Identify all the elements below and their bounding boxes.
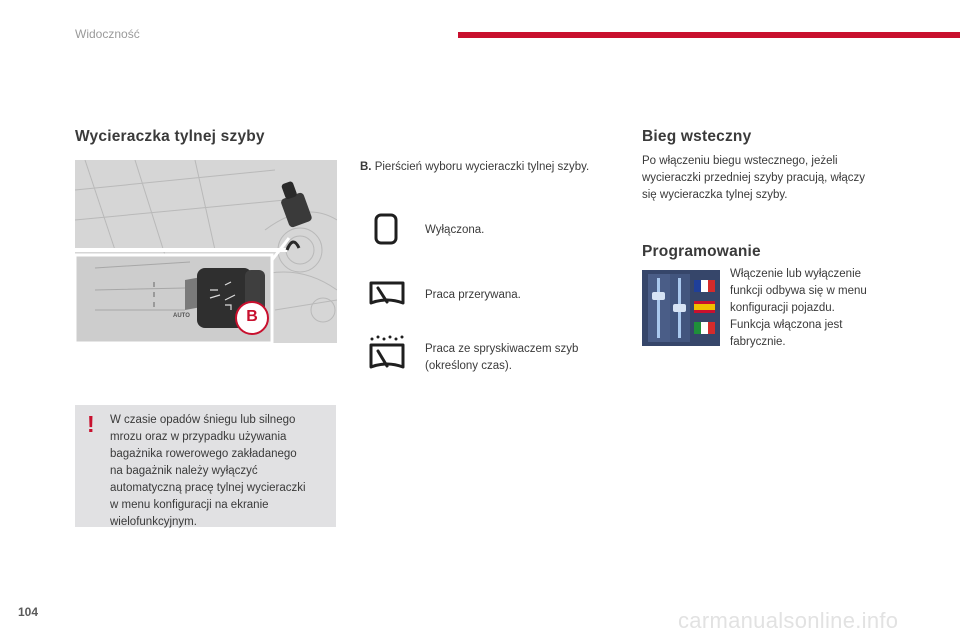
mode-washer-label <box>425 341 578 375</box>
mode-washer-line2: (określony czas). <box>425 360 512 372</box>
header-accent-bar <box>458 32 960 38</box>
ring-description <box>360 159 630 176</box>
programming-line: fabrycznie. <box>730 336 786 348</box>
programming-line: Włączenie lub wyłączenie <box>730 268 862 280</box>
programming-line: funkcji odbywa się w menu <box>730 285 867 297</box>
wiper-intermittent-icon <box>368 277 406 311</box>
programming-line: konfiguracji pojazdu. <box>730 302 835 314</box>
page-number: 104 <box>18 605 39 619</box>
ring-text: Pierścień wyboru wycieraczki tylnej szyby. <box>374 161 590 173</box>
warning-line: na bagażnik należy wyłączyć <box>110 465 258 477</box>
wiper-off-icon <box>371 212 405 246</box>
reverse-gear-title: Bieg wsteczny <box>642 128 752 145</box>
wiper-washer-icon <box>368 335 406 375</box>
reverse-gear-line: Po włączeniu biegu wstecznego, jeżeli <box>642 155 838 167</box>
configuration-menu-image <box>642 270 720 346</box>
ring-label: B. <box>360 161 372 173</box>
site-watermark: carmanualsonline.info <box>678 608 899 633</box>
warning-text <box>110 412 332 531</box>
wiper-stalk-drawing <box>75 160 337 343</box>
warning-line: W czasie opadów śniegu lub silnego <box>110 414 296 426</box>
reverse-gear-line: wycieraczki przedniej szyby pracują, włączy <box>642 172 866 184</box>
reverse-gear-text <box>642 153 912 204</box>
reverse-gear-line: się wycieraczka tylnej szyby. <box>642 189 788 201</box>
programming-title: Programowanie <box>642 243 761 260</box>
warning-line: automatyczną pracę tylnej wycieraczki <box>110 482 306 494</box>
mode-intermittent-label: Praca przerywana. <box>425 289 521 301</box>
warning-line: mrozu oraz w przypadku używania <box>110 431 287 443</box>
warning-line: wielofunkcyjnym. <box>110 516 197 528</box>
mode-washer-line1: Praca ze spryskiwaczem szyb <box>425 343 579 355</box>
rear-wiper-title: Wycieraczka tylnej szyby <box>75 128 265 145</box>
programming-text <box>730 266 930 351</box>
section-label: Widoczność <box>75 27 140 41</box>
auto-label: AUTO <box>173 313 190 319</box>
programming-line: Funkcja włączona jest <box>730 319 843 331</box>
slider-flags-drawing <box>642 270 720 346</box>
warning-line: bagażnika rowerowego zakładanego <box>110 448 297 460</box>
callout-b-label: B <box>246 308 258 325</box>
wiper-stalk-illustration <box>75 160 337 343</box>
warning-line: w menu konfiguracji na ekranie <box>110 499 269 511</box>
mode-off-label: Wyłączona. <box>425 224 485 236</box>
warning-exclamation-icon: ! <box>87 411 95 437</box>
